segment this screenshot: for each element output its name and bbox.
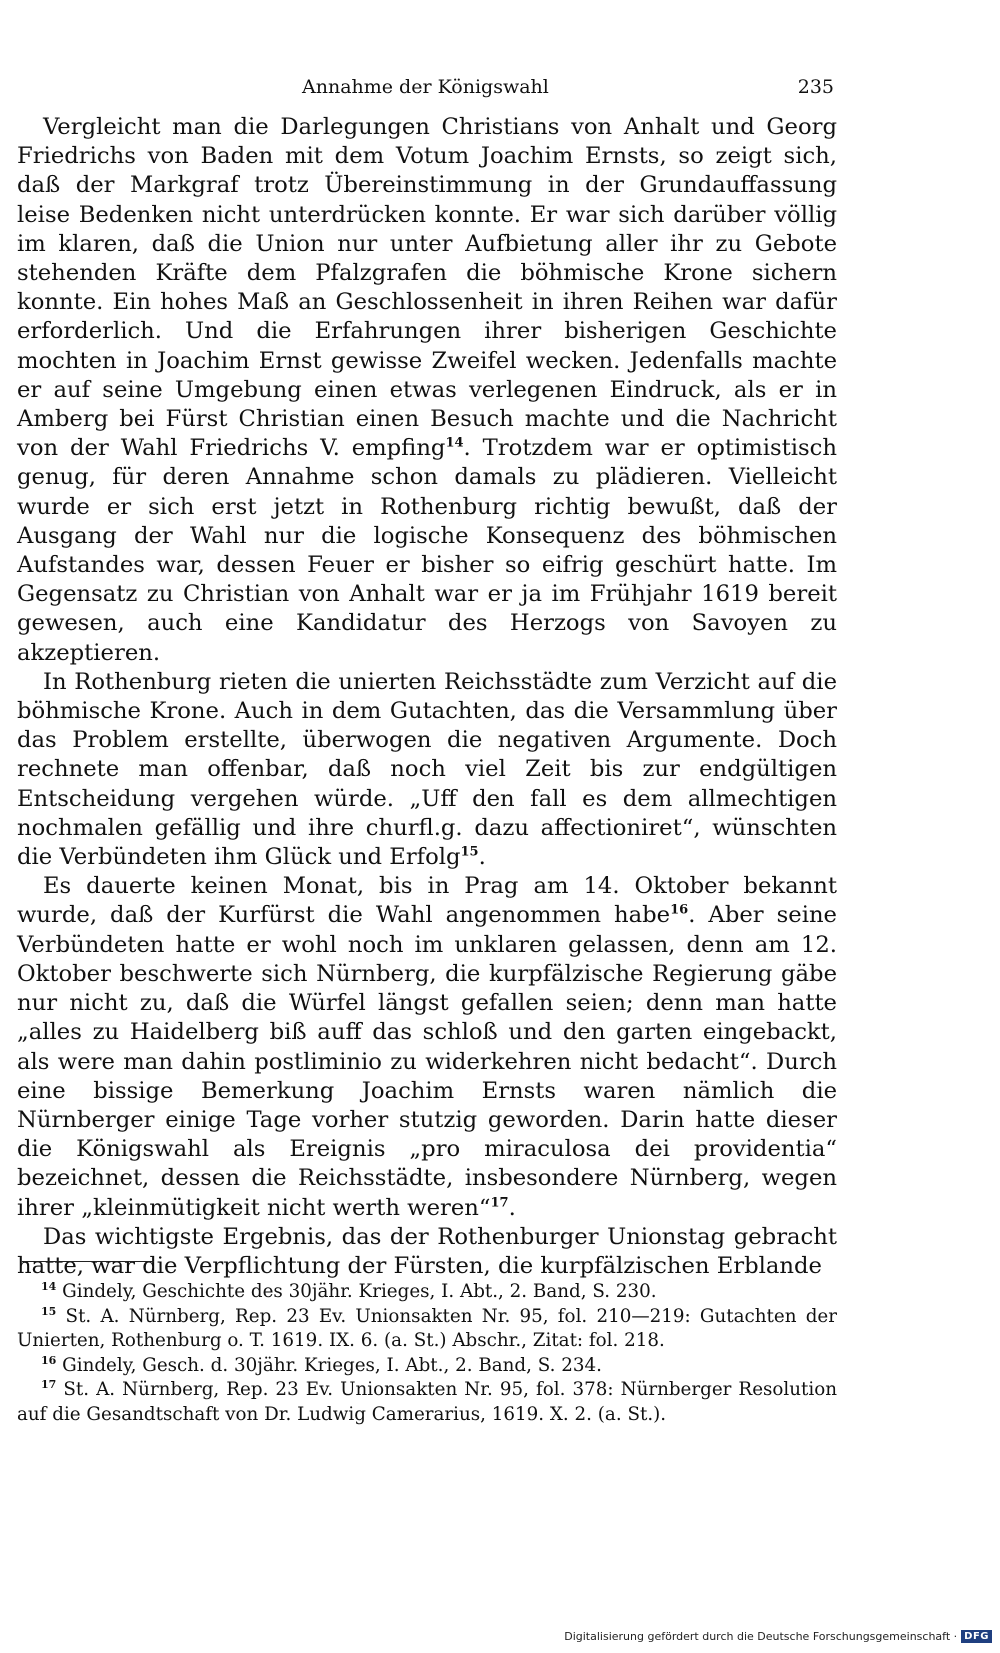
footnote-15 (17, 1305, 837, 1354)
footnote-number: 16 (41, 1353, 57, 1367)
paragraph-2-tail: . (478, 844, 486, 871)
footnote-ref-17: 17 (490, 1194, 509, 1210)
dfg-logo: DFG (961, 1630, 992, 1643)
footnote-number: 14 (41, 1279, 57, 1293)
page-number: 235 (797, 76, 834, 98)
body-text (17, 113, 837, 1281)
paragraph-2 (17, 668, 837, 872)
footnote-divider (22, 1261, 154, 1262)
footnote-ref-16: 16 (670, 902, 689, 918)
paragraph-2-text: In Rothenburg rieten die unierten Reichsstädte zum Verzicht auf die böhmische Krone. Auch in dem Gutachten, das die Versammlung über das Problem erstellte, überwogen die negativen Argumente. Doch rechnete man offenbar, daß noch viel Zeit bis zur endgültigen Entscheidung vergehen würde. „Uff den fall es dem allmechtigen nochmalen gefällig und ihre churfl.g. dazu affectioniret“, wünschten die Verbündeten ihm Glück und Erfolg (17, 668, 837, 871)
footnote-number: 17 (41, 1378, 57, 1392)
credit-text: Digitalisierung gefördert durch die Deutsche Forschungsgemeinschaft · (564, 1629, 958, 1643)
footnote-16 (17, 1354, 837, 1379)
footnote-number: 15 (41, 1304, 57, 1318)
footnote-text: St. A. Nürnberg, Rep. 23 Ev. Unionsakten Nr. 95, fol. 378: Nürnberger Resolution auf die Gesandtschaft von Dr. Ludwig Camerarius, 1619. X. 2. (a. St.). (17, 1379, 837, 1425)
footnote-text: St. A. Nürnberg, Rep. 23 Ev. Unionsakten Nr. 95, fol. 210—219: Gutachten der Unierten, Rothenburg o. T. 1619. IX. 6. (a. St.) Abschr., Zitat: fol. 218. (17, 1305, 837, 1352)
paragraph-4-text: Das wichtigste Ergebnis, das der Rothenburger Unionstag gebracht hatte, war die Verpflichtung der Fürsten, die kurpfälzischen Erblande (17, 1223, 837, 1279)
footnote-text: Gindely, Geschichte des 30jähr. Krieges, I. Abt., 2. Band, S. 230. (62, 1281, 657, 1302)
paragraph-3-text: Es dauerte keinen Monat, bis in Prag am 14. Oktober bekannt wurde, daß der Kurfürst die Wahl angenommen habe (17, 873, 837, 929)
footnote-17 (17, 1378, 837, 1427)
paragraph-3 (17, 872, 837, 1222)
footnote-14 (17, 1280, 837, 1305)
footnotes (17, 1280, 837, 1428)
footnote-text: Gindely, Gesch. d. 30jähr. Krieges, I. Abt., 2. Band, S. 234. (62, 1354, 602, 1376)
paragraph-1 (17, 113, 837, 668)
paragraph-4 (17, 1223, 837, 1281)
running-header (22, 72, 834, 102)
paragraph-1-text: Vergleicht man die Darlegungen Christians von Anhalt und Georg Friedrichs von Baden mit dem Votum Joachim Ernsts, so zeigt sich, daß der Markgraf trotz Übereinstimmung in der Grundauffassung leise Bedenken nicht unterdrücken konnte. Er war sich darüber völlig im klaren, daß die Union nur unter Aufbietung aller ihr zu Gebote stehenden Kräfte dem Pfalzgrafen die böhmische Krone sichern konnte. Ein hohes Maß an Geschlossenheit in ihren Reihen war dafür erforderlich. Und die Erfahrungen ihrer bisherigen Geschichte mochten in Joachim Ernst gewisse Zweifel wecken. Jedenfalls machte er auf seine Umgebung einen etwas verlegenen Eindruck, als er in Amberg bei Fürst Christian einen Besuch machte und die Nachricht von der Wahl Friedrichs V. empfing (17, 114, 837, 462)
running-title: Annahme der Königswahl (302, 76, 549, 98)
digitization-credit (564, 1625, 992, 1647)
footnote-ref-14: 14 (445, 435, 464, 451)
paragraph-1-tail: . Trotzdem war er optimistisch genug, für deren Annahme schon damals zu plädieren. Vielleicht wurde er sich erst jetzt in Rothenburg richtig bewußt, daß der Ausgang der Wahl nur die logische Konsequenz des böhmischen Aufstandes war, dessen Feuer er bisher so eifrig geschürt hatte. Im Gegensatz zu Christian von Anhalt war er ja im Frühjahr 1619 bereit gewesen, auch eine Kandidatur des Herzogs von Savoyen zu akzeptieren. (17, 435, 837, 666)
paragraph-3-tail: . Aber seine Verbündeten hatte er wohl noch im unklaren gelassen, denn am 12. Oktober beschwerte sich Nürnberg, die kurpfälzische Regierung gäbe nur nicht zu, daß die Würfel längst gefallen seien; denn man hatte „alles zu Haidelberg biß auff das schloß und den garten eingebackt, als were man dahin postliminio zu widerkehren nicht bedacht“. Durch eine bissige Bemerkung Joachim Ernsts waren nämlich die Nürnberger einige Tage vorher stutzig geworden. Darin hatte dieser die Königswahl als Ereignis „pro miraculosa dei providentia“ bezeichnet, dessen die Reichsstädte, insbesondere Nürnberg, wegen ihrer „kleinmütigkeit nicht werth weren“ (17, 902, 837, 1221)
paragraph-3-end: . (508, 1194, 516, 1221)
footnote-ref-15: 15 (460, 844, 479, 860)
